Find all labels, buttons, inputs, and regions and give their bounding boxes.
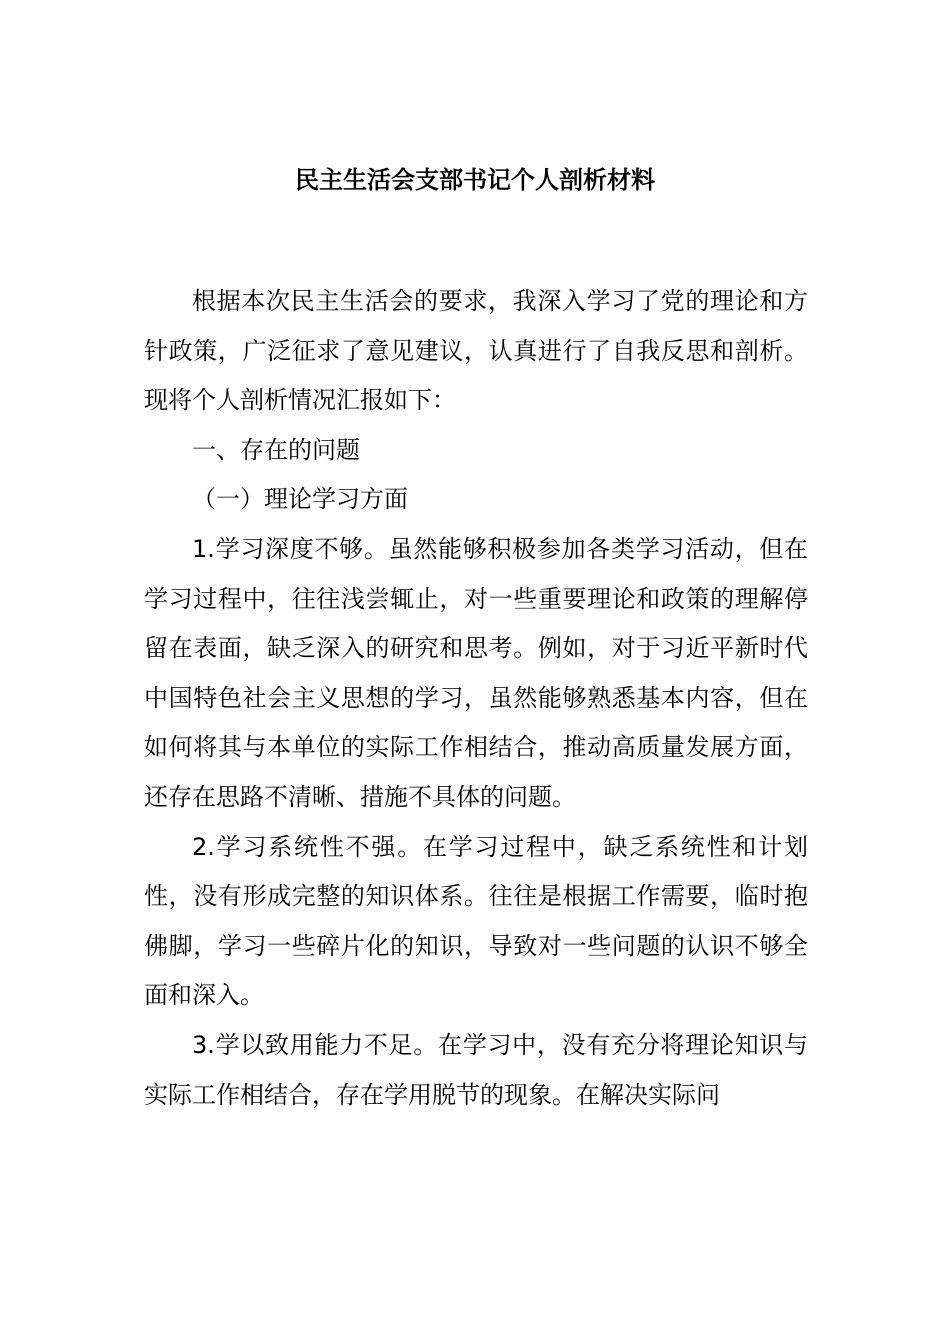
body-paragraph: 3.学以致用能力不足。在学习中，没有充分将理论知识与实际工作相结合，存在学用脱节的现象。在解决实际问	[144, 1030, 808, 1109]
document-body	[144, 277, 808, 1120]
body-paragraph: 1.学习深度不够。虽然能够积极参加各类学习活动，但在学习过程中，往往浅尝辄止，对一些重要理论和政策的理解停留在表面，缺乏深入的研究和思考。例如，对于习近平新时代中国特色社会主义思想的学习，虽然能够熟悉基本内容，但在如何将其与本单位的实际工作相结合，推动高质量发展方面，还存在思路不清晰、措施不具体的问题。	[144, 534, 808, 811]
document-title: 民主生活会支部书记个人剖析材料	[295, 166, 655, 194]
section-heading: 一、存在的问题	[192, 435, 360, 464]
intro-paragraph: 根据本次民主生活会的要求，我深入学习了党的理论和方针政策，广泛征求了意见建议，认真进行了自我反思和剖析。现将个人剖析情况汇报如下：	[144, 287, 808, 415]
body-paragraph: 2.学习系统性不强。在学习过程中，缺乏系统性和计划性，没有形成完整的知识体系。往往是根据工作需要，临时抱佛脚，学习一些碎片化的知识，导致对一些问题的认识不够全面和深入。	[144, 832, 808, 1010]
subsection-heading: （一）理论学习方面	[192, 485, 408, 514]
